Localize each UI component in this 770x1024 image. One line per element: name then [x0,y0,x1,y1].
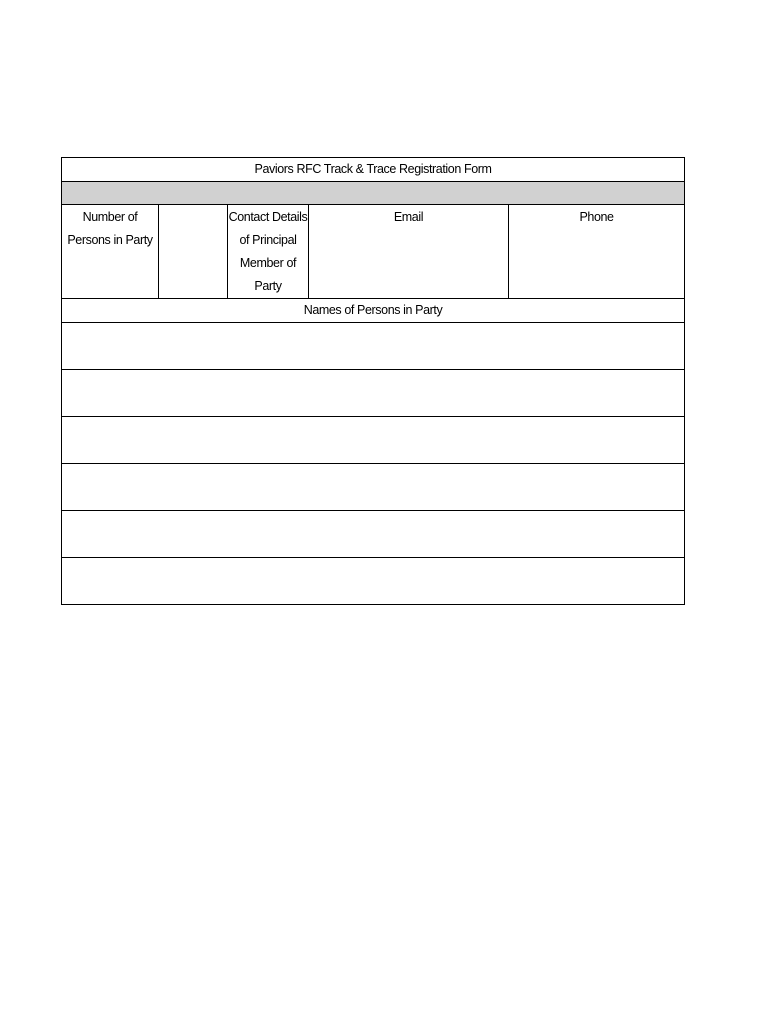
phone-field[interactable] [509,205,685,299]
phone-label: Phone [579,210,614,224]
grey-separator-band [62,182,685,205]
name-entry-row-5[interactable] [62,511,685,558]
name-entry-row-3[interactable] [62,417,685,464]
number-of-persons-field[interactable] [159,205,228,299]
name-entry-row-2[interactable] [62,370,685,417]
registration-form-table [61,157,685,605]
name-entry-row-1[interactable] [62,323,685,370]
name-entry-row-6[interactable] [62,558,685,605]
email-field[interactable] [309,205,509,299]
contact-details-label: Contact Details of Principal Member of Party [228,205,309,299]
number-of-persons-label: Number of Persons in Party [62,205,159,299]
names-of-persons-heading: Names of Persons in Party [62,299,685,323]
email-label: Email [393,210,424,224]
name-entry-row-4[interactable] [62,464,685,511]
form-title: Paviors RFC Track & Trace Registration Form [62,158,685,182]
